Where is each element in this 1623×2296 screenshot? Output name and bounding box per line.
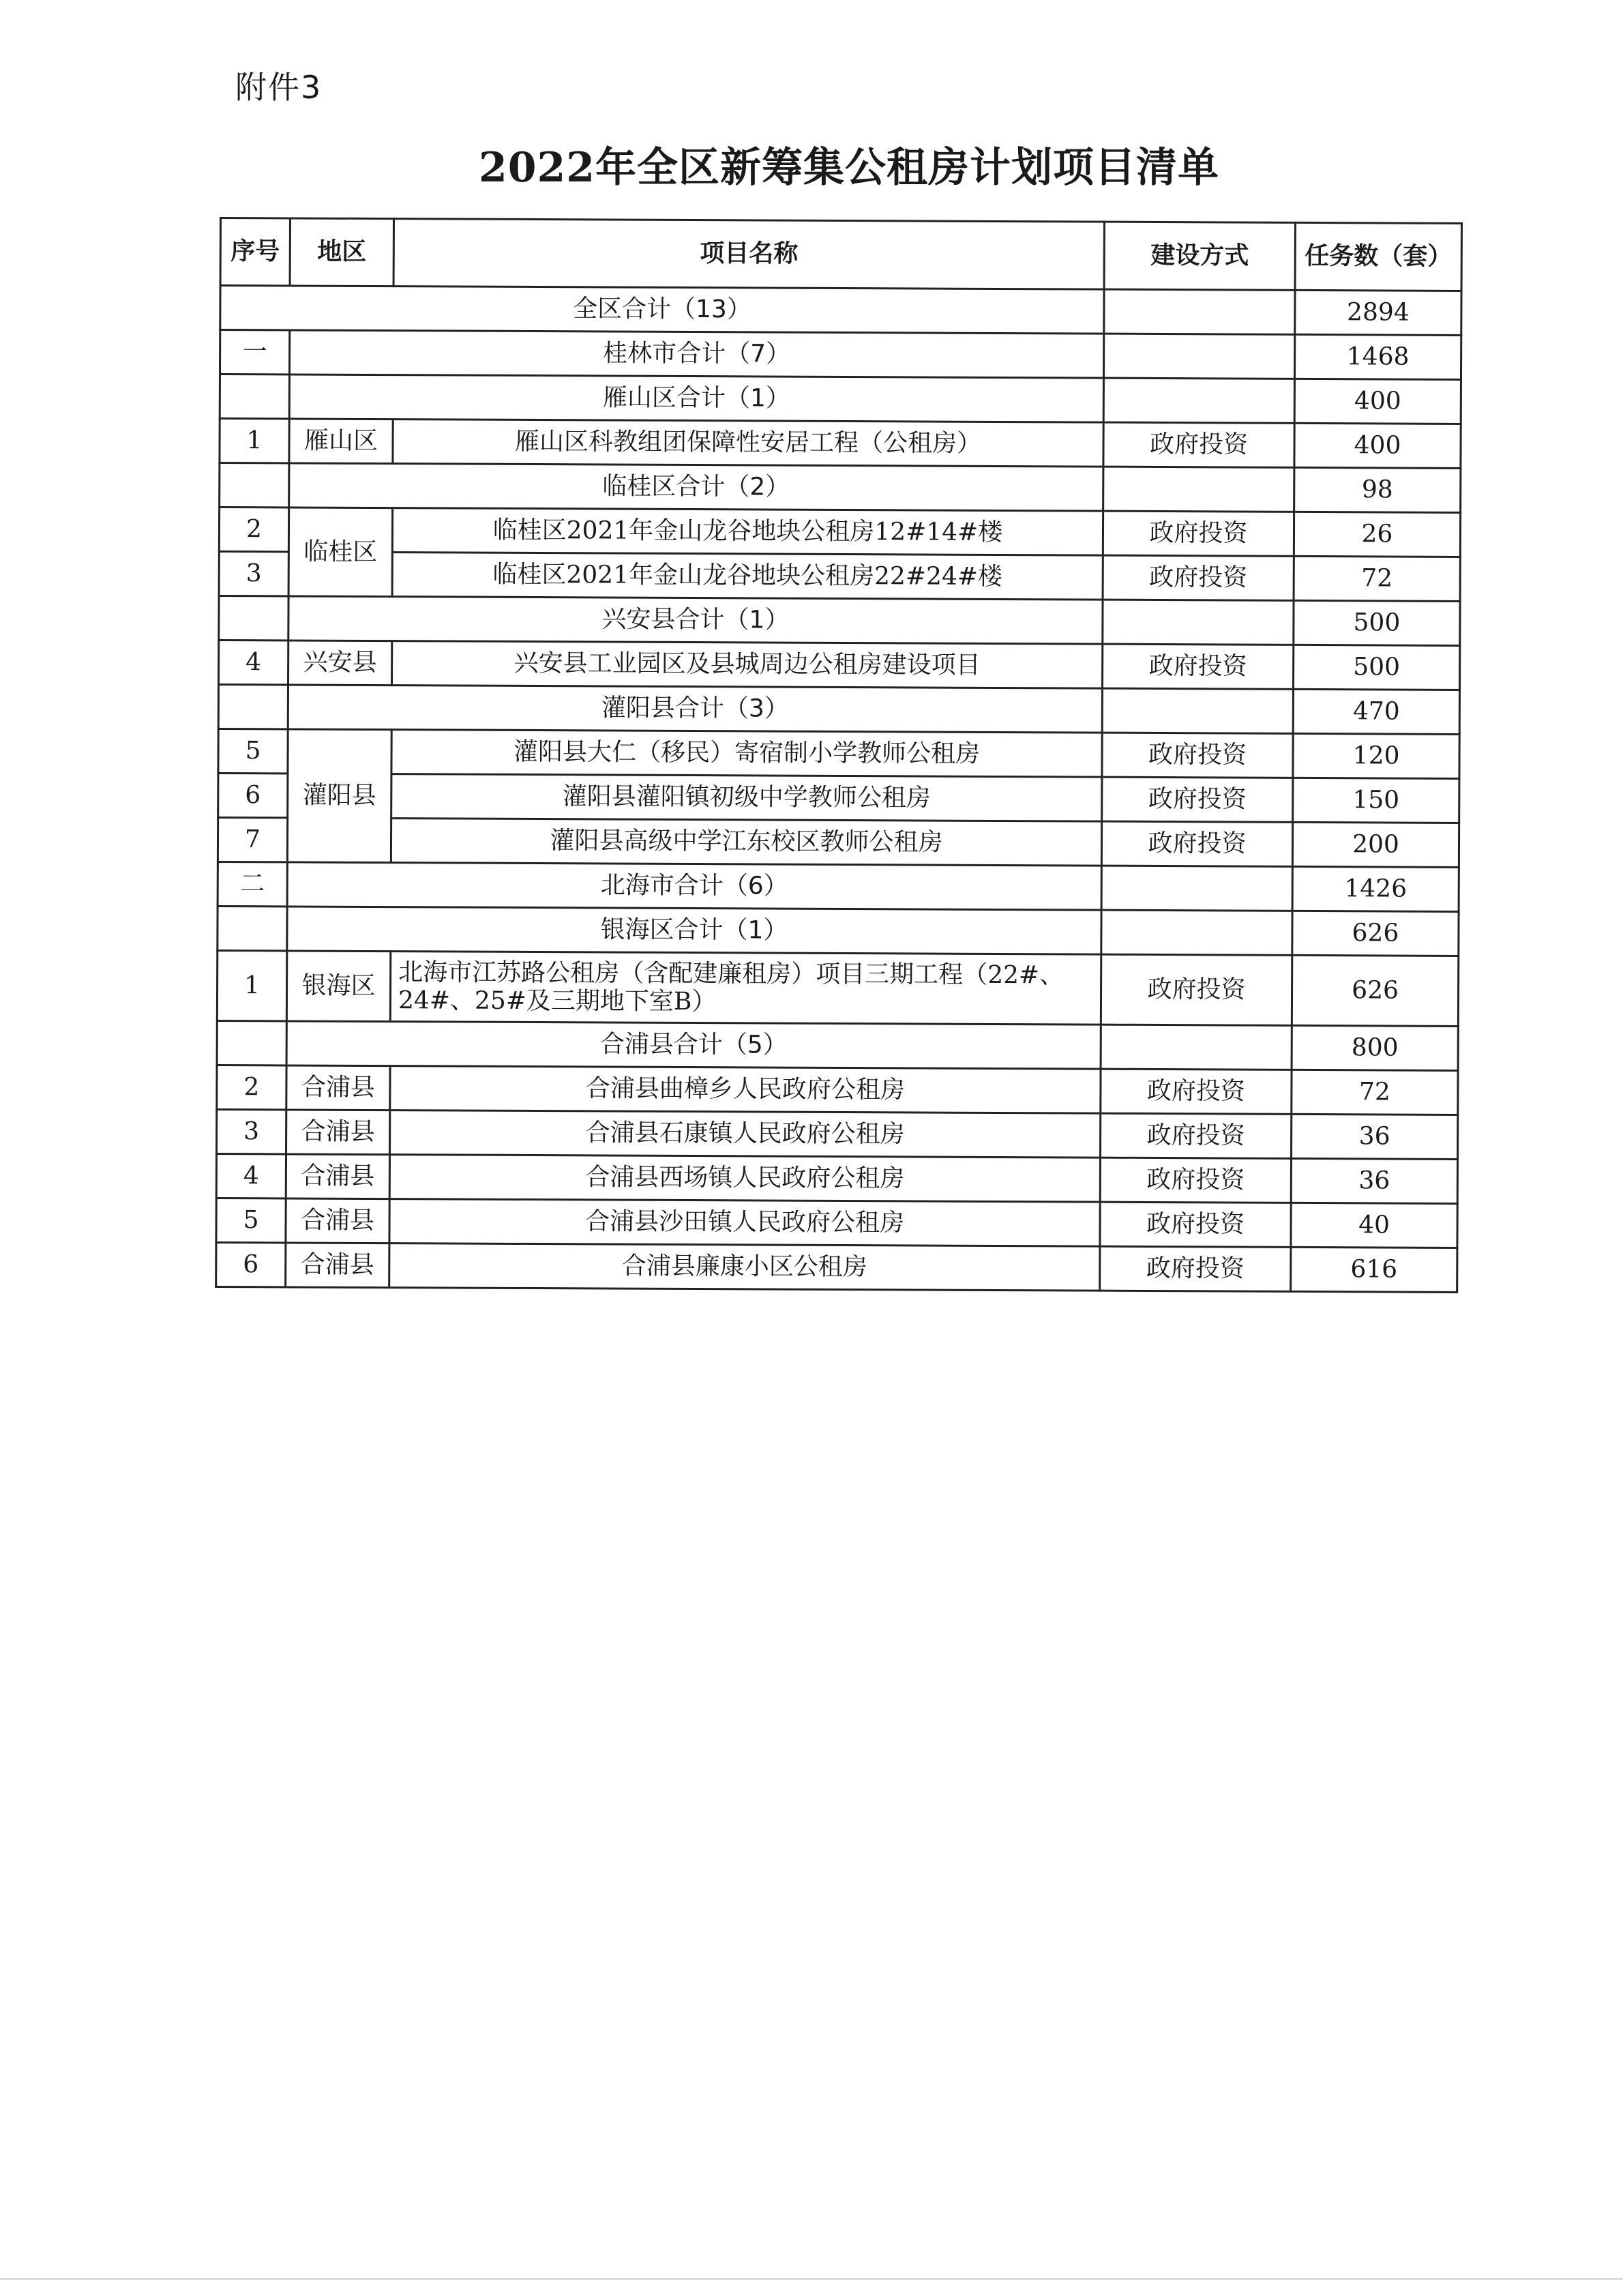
table-row <box>216 1153 1457 1203</box>
hepu-subtotal-row <box>217 1020 1458 1070</box>
guanyang-count: 470 <box>1293 689 1459 734</box>
lingui-count: 98 <box>1294 467 1461 512</box>
guilin-seq: 一 <box>220 330 289 374</box>
hepu-seq-empty <box>217 1020 286 1065</box>
header-count: 任务数（套） <box>1295 222 1461 291</box>
attachment-label: 附件3 <box>235 69 323 106</box>
header-project: 项目名称 <box>393 219 1104 290</box>
row-method: 政府投资 <box>1103 422 1294 467</box>
guilin-label: 桂林市合计（7） <box>289 330 1103 378</box>
yinhai-count: 626 <box>1292 911 1459 956</box>
yinhai-seq-empty <box>218 906 287 950</box>
row-project: 灌阳县高级中学江东校区教师公租房 <box>391 819 1101 866</box>
row-method: 政府投资 <box>1103 511 1294 556</box>
lingui-subtotal-row <box>220 463 1461 513</box>
row-count: 200 <box>1292 822 1459 867</box>
table-row <box>219 641 1460 690</box>
row-project: 灌阳县大仁（移民）寄宿制小学教师公租房 <box>391 730 1102 778</box>
row-seq: 1 <box>220 419 289 463</box>
yanshan-seq-empty <box>220 374 289 419</box>
row-region: 合浦县 <box>286 1243 389 1288</box>
beihai-method <box>1101 866 1292 911</box>
row-seq: 4 <box>216 1153 286 1198</box>
row-region: 兴安县 <box>288 641 392 686</box>
row-method: 政府投资 <box>1101 954 1292 1025</box>
guanyang-subtotal-row <box>218 685 1459 735</box>
guilin-count: 1468 <box>1294 334 1461 379</box>
row-count: 72 <box>1294 556 1460 601</box>
row-seq: 3 <box>219 552 288 596</box>
beihai-count: 1426 <box>1292 866 1459 911</box>
hepu-method-empty <box>1101 1025 1292 1070</box>
table-header-row <box>220 218 1461 291</box>
table-row <box>217 1109 1458 1159</box>
yanshan-count: 400 <box>1294 379 1461 424</box>
table-row <box>219 552 1460 602</box>
row-count: 616 <box>1291 1247 1457 1292</box>
beihai-seq: 二 <box>218 862 287 906</box>
row-seq: 7 <box>218 817 287 862</box>
beihai-subtotal-row <box>218 862 1459 911</box>
row-region: 合浦县 <box>286 1198 389 1243</box>
row-count: 500 <box>1293 645 1459 690</box>
row-method: 政府投资 <box>1100 1202 1291 1247</box>
project-table <box>215 217 1463 1293</box>
row-method: 政府投资 <box>1102 777 1293 822</box>
row-project: 雁山区科教组团保障性安居工程（公租房） <box>393 420 1103 467</box>
guilin-subtotal-row <box>220 330 1461 380</box>
row-project: 临桂区2021年金山龙谷地块公租房12#14#楼 <box>392 508 1103 556</box>
row-count: 150 <box>1293 778 1459 823</box>
header-method: 建设方式 <box>1104 222 1295 290</box>
row-project: 灌阳县灌阳镇初级中学教师公租房 <box>391 774 1102 822</box>
yanshan-label: 雁山区合计（1） <box>289 374 1103 422</box>
yinhai-subtotal-row <box>218 906 1459 956</box>
yinhai-method-empty <box>1101 910 1292 955</box>
row-seq: 2 <box>219 507 288 552</box>
table-row <box>216 1198 1457 1248</box>
row-region: 合浦县 <box>286 1154 389 1199</box>
xingan-seq-empty <box>219 596 288 641</box>
table-row <box>218 773 1459 823</box>
row-count: 400 <box>1294 423 1461 468</box>
row-region: 合浦县 <box>286 1065 390 1110</box>
guanyang-method-empty <box>1102 688 1293 733</box>
row-project: 合浦县西场镇人民政府公租房 <box>389 1155 1100 1203</box>
row-count: 36 <box>1291 1158 1457 1203</box>
row-method: 政府投资 <box>1103 555 1294 600</box>
row-region: 临桂区 <box>288 507 393 597</box>
guanyang-seq-empty <box>218 685 288 729</box>
row-method: 政府投资 <box>1102 733 1293 778</box>
row-method: 政府投资 <box>1100 1158 1291 1203</box>
row-seq: 1 <box>217 950 286 1020</box>
row-project: 合浦县沙田镇人民政府公租房 <box>389 1199 1100 1247</box>
row-project: 合浦县曲樟乡人民政府公租房 <box>390 1066 1101 1114</box>
lingui-seq-empty <box>220 463 289 507</box>
row-region: 银海区 <box>286 951 390 1022</box>
row-seq: 3 <box>217 1109 286 1153</box>
row-count: 120 <box>1293 733 1459 778</box>
table-row <box>216 1242 1457 1292</box>
row-seq: 4 <box>219 641 288 685</box>
hepu-label: 合浦县合计（5） <box>286 1021 1101 1069</box>
header-seq: 序号 <box>220 218 290 286</box>
yanshan-subtotal-row <box>220 374 1461 424</box>
row-seq: 2 <box>217 1065 286 1109</box>
row-seq: 6 <box>218 773 288 817</box>
row-project: 临桂区2021年金山龙谷地块公租房22#24#楼 <box>392 553 1103 600</box>
guilin-method <box>1103 334 1294 379</box>
total-count: 2894 <box>1295 290 1461 335</box>
row-count: 36 <box>1291 1114 1457 1159</box>
row-project: 合浦县廉康小区公租房 <box>389 1243 1100 1291</box>
lingui-method-empty <box>1103 467 1294 512</box>
yanshan-method-empty <box>1103 378 1294 423</box>
xingan-count: 500 <box>1294 600 1460 645</box>
row-method: 政府投资 <box>1101 821 1292 866</box>
total-row <box>220 286 1461 336</box>
row-count: 626 <box>1292 955 1458 1026</box>
document-title: 2022年全区新筹集公租房计划项目清单 <box>479 144 1219 192</box>
row-seq: 5 <box>218 728 288 773</box>
table-row <box>220 419 1461 469</box>
row-region: 雁山区 <box>289 419 393 464</box>
row-project: 北海市江苏路公租房（含配建廉租房）项目三期工程（22#、24#、25#及三期地下室B） <box>390 952 1101 1025</box>
row-region: 灌阳县 <box>287 729 391 863</box>
yinhai-label: 银海区合计（1） <box>287 907 1101 954</box>
header-region: 地区 <box>290 218 393 286</box>
row-method: 政府投资 <box>1100 1246 1291 1291</box>
scan-edge-line <box>0 2278 1623 2280</box>
beihai-label: 北海市合计（6） <box>287 862 1101 910</box>
row-count: 40 <box>1291 1203 1457 1248</box>
row-method: 政府投资 <box>1101 1069 1292 1114</box>
table-row <box>218 728 1459 778</box>
table-row <box>217 1065 1458 1115</box>
table-row <box>218 817 1459 867</box>
table-row <box>217 950 1458 1026</box>
row-region: 合浦县 <box>286 1110 390 1155</box>
guanyang-label: 灌阳县合计（3） <box>288 685 1102 733</box>
row-seq: 5 <box>216 1198 286 1242</box>
xingan-label: 兴安县合计（1） <box>288 596 1103 644</box>
xingan-subtotal-row <box>219 596 1460 646</box>
row-method: 政府投资 <box>1102 644 1293 689</box>
row-method: 政府投资 <box>1100 1113 1291 1158</box>
hepu-count: 800 <box>1292 1025 1458 1070</box>
row-count: 72 <box>1292 1070 1458 1115</box>
row-seq: 6 <box>216 1242 286 1286</box>
table-row <box>219 507 1460 557</box>
lingui-label: 临桂区合计（2） <box>289 463 1103 511</box>
total-method <box>1104 289 1295 334</box>
row-count: 26 <box>1294 512 1460 557</box>
xingan-method-empty <box>1103 600 1294 645</box>
row-project: 兴安县工业园区及县城周边公租房建设项目 <box>392 641 1103 689</box>
row-project: 合浦县石康镇人民政府公租房 <box>390 1110 1101 1158</box>
total-label: 全区合计（13） <box>220 286 1104 334</box>
